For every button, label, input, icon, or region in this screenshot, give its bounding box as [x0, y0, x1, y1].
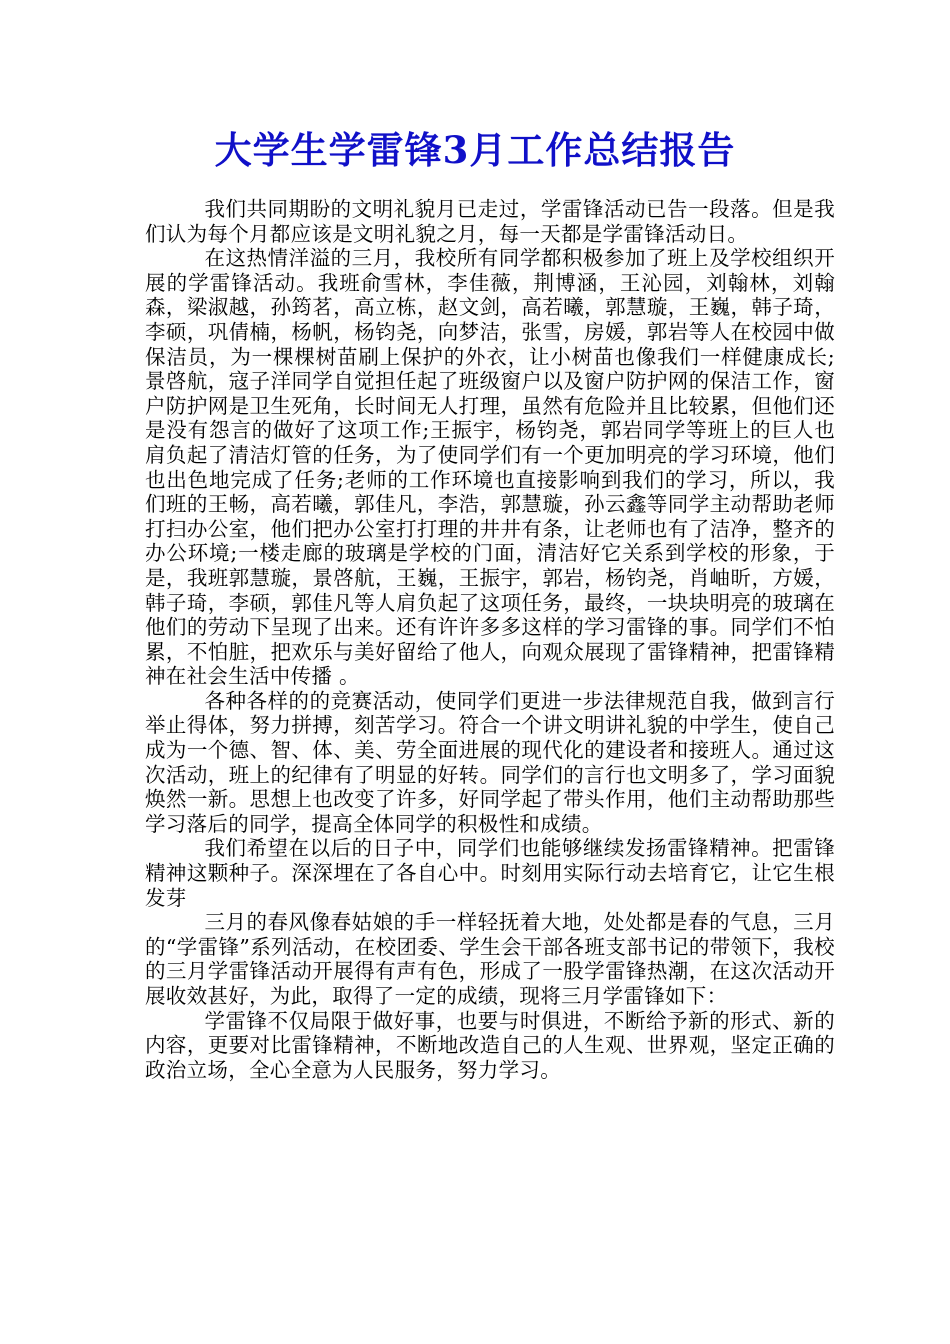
paragraph-intro: 我们共同期盼的文明礼貌月已走过，学雷锋活动已告一段落。但是我们认为每个月都应该是文明礼貌之月，每一天都是学雷锋活动日。 [145, 197, 835, 246]
paragraph-hope: 我们希望在以后的日子中，同学们也能够继续发扬雷锋精神。把雷锋精神这颗种子。深深埋在了各自心中。时刻用实际行动去培育它，让它生根发芽 [145, 836, 835, 910]
paragraph-activities: 在这热情洋溢的三月，我校所有同学都积极参加了班上及学校组织开展的学雷锋活动。我班俞雪林，李佳薇，荆博涵，王沁园，刘翰林，刘翰森，梁淑越，孙筠茗，高立栋，赵文剑，高若曦，郭慧璇，王巍，韩子琦，李硕，巩倩楠，杨帆，杨钧尧，向梦洁，张雪，房媛，郭岩等人在校园中做保洁员，为一棵棵树苗刷上保护的外衣，让小树苗也像我们一样健康成长;景啓航，寇子洋同学自觉担任起了班级窗户以及窗户防护网的保洁工作，窗户防护网是卫生死角，长时间无人打理，虽然有危险并且比较累，但他们还是没有怨言的做好了这项工作;王振宇，杨钧尧，郭岩同学等班上的巨人也肩负起了清洁灯管的任务，为了使同学们有一个更加明亮的学习环境，他们也出色地完成了任务;老师的工作环境也直接影响到我们的学习，所以，我们班的王畅，高若曦，郭佳凡，李浩，郭慧璇，孙云鑫等同学主动帮助老师打扫办公室，他们把办公室打打理的井井有条，让老师也有了洁净，整齐的办公环境;一楼走廊的玻璃是学校的门面，清洁好它关系到学校的形象，于是，我班郭慧璇，景啓航，王巍，王振宇，郭岩，杨钧尧，肖岫昕，方媛，韩子琦，李硕，郭佳凡等人肩负起了这项任务，最终，一块块明亮的玻璃在他们的劳动下呈现了出来。还有许许多多这样的学习雷锋的事。同学们不怕累，不怕脏，把欢乐与美好留给了他人，向观众展现了雷锋精神，把雷锋精神在社会生活中传播 。 [145, 246, 835, 689]
document-title: 大学生学雷锋3月工作总结报告 [214, 128, 736, 172]
paragraph-competitions: 各种各样的的竞赛活动，使同学们更进一步法律规范自我，做到言行举止得体，努力拼搏，刻苦学习。符合一个讲文明讲礼貌的中学生，使自己成为一个德、智、体、美、劳全面进展的现代化的建设者和接班人。通过这次活动，班上的纪律有了明显的好转。同学们的言行也文明多了，学习面貌焕然一新。思想上也改变了许多，好同学起了带头作用，他们主动帮助那些学习落后的同学，提高全体同学的积极性和成绩。 [145, 688, 835, 836]
paragraph-spring: 三月的春风像春姑娘的手一样轻抚着大地，处处都是春的气息，三月的“学雷锋”系列活动，在校团委、学生会干部各班支部书记的带领下，我校的三月学雷锋活动开展得有声有色，形成了一股学雷锋热潮，在这次活动开展收效甚好，为此，取得了一定的成绩，现将三月学雷锋如下： [145, 910, 835, 1008]
document-body [145, 197, 835, 1082]
paragraph-conclusion: 学雷锋不仅局限于做好事，也要与时俱进，不断给予新的形式、新的内容，更要对比雷锋精神，不断地改造自己的人生观、世界观，坚定正确的政治立场，全心全意为人民服务，努力学习。 [145, 1008, 835, 1082]
